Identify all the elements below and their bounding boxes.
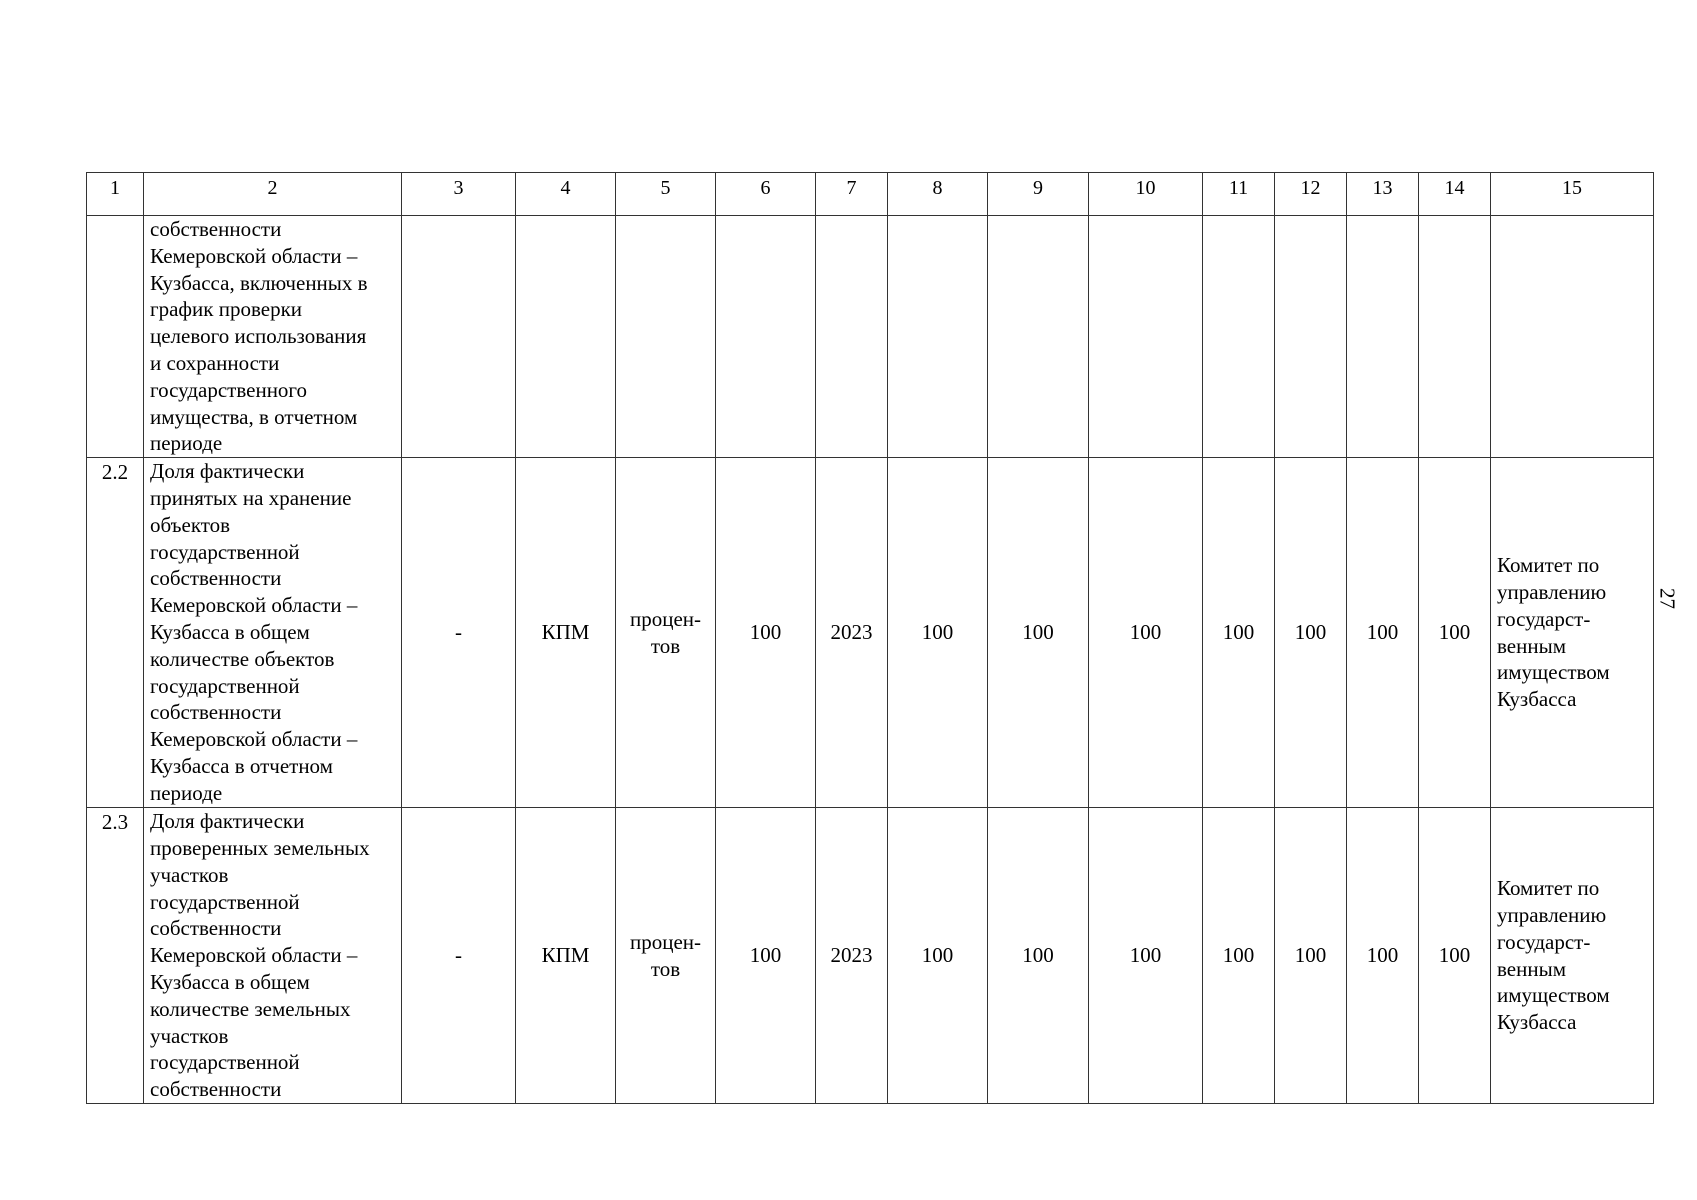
unit-line: процен- [629,606,702,631]
description-line: количестве объектов [150,646,335,671]
description-line: проверенных земельных [150,835,370,860]
cell-col-12: 100 [1275,458,1347,808]
unit-line: тов [650,956,681,981]
description-line: Доля фактически [150,809,305,834]
page-number: 27 [1655,588,1680,609]
header-cell-13: 13 [1347,173,1419,216]
cell-col-7: 2023 [816,808,888,1104]
cell-col-4 [516,216,616,458]
cell-col-3 [402,216,516,458]
responsible-line: Комитет по [1497,876,1600,901]
description-line: государственной [150,889,300,914]
description-line: участков [150,1023,229,1048]
description-line: Кузбасса в общем [150,619,310,644]
responsible-line: имуществом [1497,983,1610,1008]
responsible-executor [1491,808,1654,1104]
cell-col-8: 100 [888,458,988,808]
cell-col-7 [816,216,888,458]
description-line: государственной [150,673,300,698]
indicator-description [144,808,402,1104]
description-line: собственности [150,916,282,941]
header-cell-12: 12 [1275,173,1347,216]
cell-col-14 [1419,216,1491,458]
header-cell-6: 6 [716,173,816,216]
cell-col-8 [888,216,988,458]
description-line: участков [150,862,229,887]
responsible-line: венным [1497,633,1566,658]
table-row [87,458,1654,808]
responsible-line: управлению [1497,580,1607,605]
responsible-executor [1491,458,1654,808]
description-line: собственности [150,217,282,241]
cell-col-4: КПМ [516,458,616,808]
cell-col-14: 100 [1419,458,1491,808]
indicators-table [86,172,1654,1104]
unit-line: тов [650,633,681,658]
description-line: Кемеровской области – [150,943,358,968]
responsible-line: управлению [1497,903,1607,928]
unit-line: процен- [629,929,702,954]
description-line: собственности [150,700,282,725]
cell-col-13 [1347,216,1419,458]
description-line: Кемеровской области – [150,593,358,618]
header-cell-15: 15 [1491,173,1654,216]
cell-col-3: - [402,458,516,808]
header-row [87,173,1654,216]
description-line: государственного [150,377,308,402]
header-cell-9: 9 [988,173,1089,216]
responsible-executor [1491,216,1654,458]
description-line: Кемеровской области – [150,243,358,268]
table-row [87,216,1654,458]
cell-col-11 [1203,216,1275,458]
unit-of-measure [616,458,716,808]
cell-col-12: 100 [1275,808,1347,1104]
indicator-description [144,458,402,808]
row-number [87,216,144,458]
indicator-description [144,216,402,458]
cell-col-3: - [402,808,516,1104]
description-line: график проверки [150,297,303,322]
description-line: государственной [150,1050,300,1075]
cell-col-9: 100 [988,458,1089,808]
description-line: государственной [150,539,300,564]
description-line: периоде [150,431,223,456]
header-cell-3: 3 [402,173,516,216]
header-cell-4: 4 [516,173,616,216]
description-line: количестве земельных [150,996,351,1021]
cell-col-8: 100 [888,808,988,1104]
row-number: 2.3 [87,808,144,1104]
description-line: целевого использования [150,324,367,349]
cell-col-12 [1275,216,1347,458]
cell-col-6: 100 [716,458,816,808]
unit-of-measure [616,808,716,1104]
cell-col-13: 100 [1347,458,1419,808]
header-cell-8: 8 [888,173,988,216]
description-line: Кузбасса в отчетном [150,753,333,778]
cell-col-14: 100 [1419,808,1491,1104]
cell-col-5 [616,216,716,458]
description-line: объектов [150,512,231,537]
cell-col-10 [1089,216,1203,458]
responsible-line: имуществом [1497,660,1610,685]
cell-col-13: 100 [1347,808,1419,1104]
responsible-line: Кузбасса [1497,1010,1577,1035]
responsible-line: государст- [1497,929,1591,954]
cell-col-9 [988,216,1089,458]
header-cell-11: 11 [1203,173,1275,216]
description-line: собственности [150,566,282,591]
table-row [87,808,1654,1104]
header-cell-5: 5 [616,173,716,216]
cell-col-7: 2023 [816,458,888,808]
row-number: 2.2 [87,458,144,808]
cell-col-6: 100 [716,808,816,1104]
description-line: периоде [150,780,223,805]
cell-col-11: 100 [1203,808,1275,1104]
cell-col-6 [716,216,816,458]
description-line: имущества, в отчетном [150,404,358,429]
description-line: собственности [150,1077,282,1102]
cell-col-10: 100 [1089,458,1203,808]
description-line: Доля фактически [150,459,305,484]
description-line: принятых на хранение [150,485,352,510]
responsible-line: венным [1497,956,1566,981]
header-cell-10: 10 [1089,173,1203,216]
cell-col-11: 100 [1203,458,1275,808]
header-cell-2: 2 [144,173,402,216]
cell-col-10: 100 [1089,808,1203,1104]
description-line: и сохранности [150,350,280,375]
cell-col-9: 100 [988,808,1089,1104]
responsible-line: Кузбасса [1497,687,1577,712]
responsible-line: государст- [1497,606,1591,631]
header-cell-7: 7 [816,173,888,216]
responsible-line: Комитет по [1497,553,1600,578]
description-line: Кузбасса, включенных в [150,270,368,295]
description-line: Кемеровской области – [150,727,358,752]
header-cell-1: 1 [87,173,144,216]
cell-col-4: КПМ [516,808,616,1104]
header-cell-14: 14 [1419,173,1491,216]
description-line: Кузбасса в общем [150,969,310,994]
